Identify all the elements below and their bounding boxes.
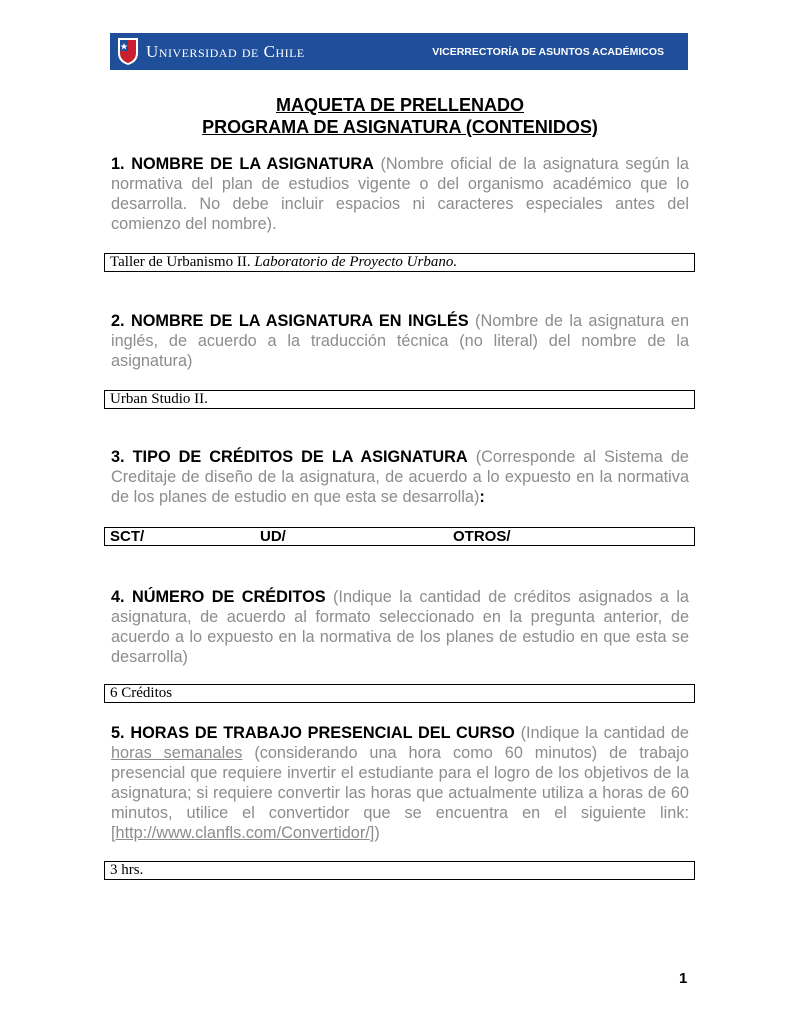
convertidor-link[interactable]: http://www.clanfls.com/Convertidor/ [115, 824, 370, 842]
section-2-description: (Nombre de la asignatura en inglés, de acuerdo a la traducción técnica (no literal) del nombre de la asignatura) [111, 312, 689, 370]
option-sct: SCT/ [110, 528, 145, 545]
section-4-answer-box [104, 684, 695, 703]
section-4-heading: 4. NÚMERO DE CRÉDITOS [111, 588, 326, 606]
section-3-options-box [104, 527, 695, 546]
section-5-underlined-text: horas semanales [111, 744, 243, 762]
option-ud: UD/ [260, 528, 286, 545]
document-title: MAQUETA DE PRELLENADO [275, 95, 524, 115]
section-4-description: (Indique la cantidad de créditos asignados a la asignatura, de acuerdo al formato seleccionado en la pregunta anterior, de acuerdo a lo expuesto en la normativa de los planes de estudio en que esta se desarrolla) [111, 588, 689, 666]
section-5-answer-box [104, 861, 695, 880]
section-4 [111, 587, 689, 667]
section-1-heading: 1. NOMBRE DE LA ASIGNATURA [111, 155, 374, 173]
section-1-answer-italic: Laboratorio de Proyecto Urbano. [254, 254, 458, 270]
section-3-description: (Corresponde al Sistema de Creditaje de diseño de la asignatura, de acuerdo a lo expuesto en la normativa de los planes de estudio en que esta se desarrolla) [111, 448, 689, 506]
section-4-answer: 6 Créditos [110, 685, 173, 701]
section-5-description-c: ]) [369, 824, 380, 842]
section-2 [111, 311, 689, 371]
section-5 [111, 723, 689, 843]
section-1-answer-box [104, 253, 695, 272]
section-2-heading: 2. NOMBRE DE LA ASIGNATURA EN INGLÉS [111, 312, 469, 330]
section-3 [111, 447, 689, 507]
section-1-description: (Nombre oficial de la asignatura según la normativa del plan de estudios vigente o del organismo académico que lo desarrolla. No debe incluir espacios ni caracteres especiales antes del comienzo del nombre). [111, 155, 689, 233]
option-otros: OTROS/ [453, 528, 511, 545]
section-2-answer: Urban Studio II. [110, 391, 208, 407]
section-3-heading: 3. TIPO DE CRÉDITOS DE LA ASIGNATURA [111, 448, 468, 466]
section-1 [111, 154, 689, 234]
document-subtitle: PROGRAMA DE ASIGNATURA (CONTENIDOS) [202, 117, 598, 137]
header-banner [110, 33, 688, 70]
section-5-description-b: (considerando una hora como 60 minutos) de trabajo presencial que requiere invertir el estudiante para el logro de los objetivos de la asignatura; si requiere convertir las horas que actualmente utiliza a horas de 60 minutos, utilice el convertidor que se encuentra en el siguiente link: [ [111, 744, 689, 842]
section-5-heading: 5. HORAS DE TRABAJO PRESENCIAL DEL CURSO [111, 724, 515, 742]
section-3-colon: : [479, 488, 485, 506]
section-5-description-a: (Indique la cantidad de [514, 724, 689, 742]
vicerrectoria-label: VICERRECTORÍA DE ASUNTOS ACADÉMICOS [432, 46, 664, 58]
university-crest-icon [116, 37, 140, 66]
university-name: Universidad de Chile [146, 42, 305, 61]
section-1-answer: Taller de Urbanismo II. [110, 254, 255, 270]
section-5-answer: 3 hrs. [110, 862, 144, 878]
page-number: 1 [679, 970, 688, 987]
section-2-answer-box [104, 390, 695, 409]
